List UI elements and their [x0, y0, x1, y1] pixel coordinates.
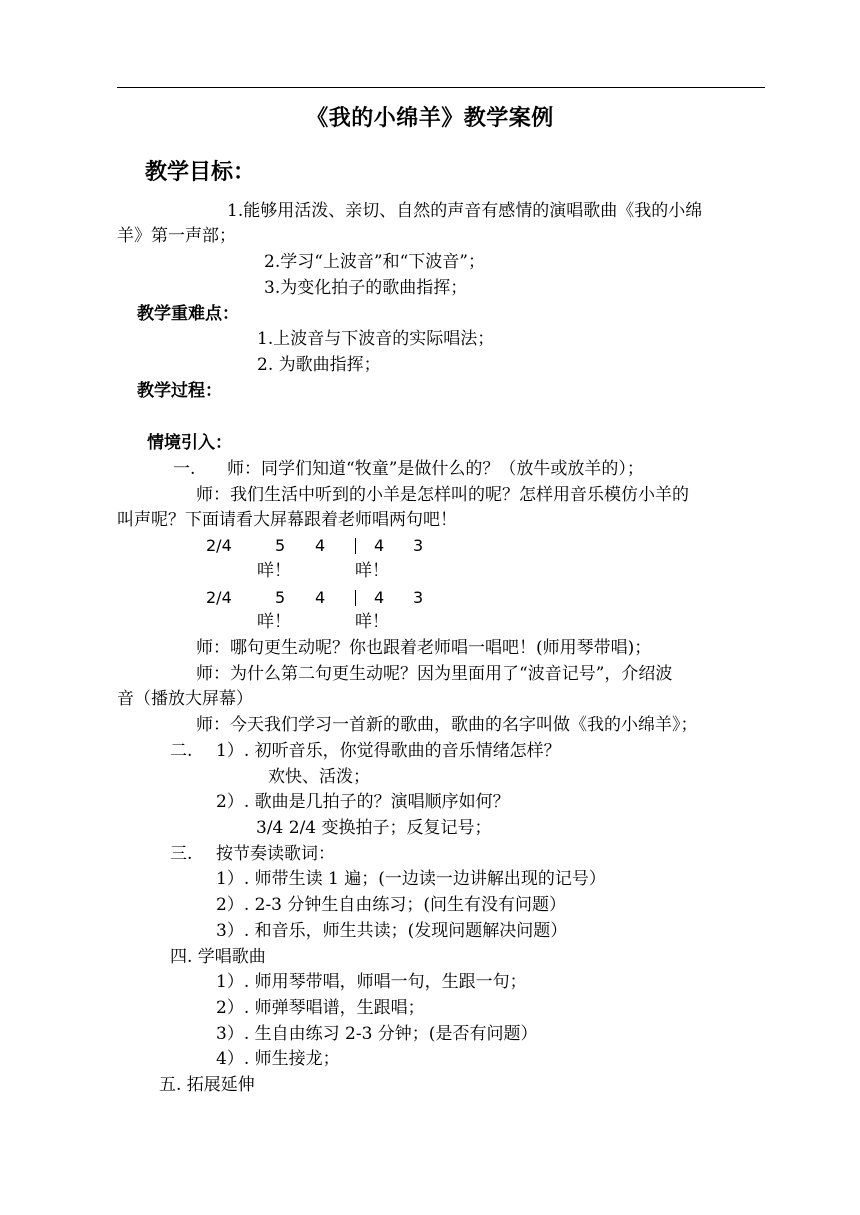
header-rule [117, 87, 765, 88]
section-3-number: 三. [170, 844, 193, 864]
score-2-note-2: 4 [315, 588, 326, 607]
score-1-note-2: 4 [315, 536, 326, 555]
difficulty-1: 1.上波音与下波音的实际唱法； [257, 329, 495, 349]
document-title: 《我的小绵羊》教学案例 [306, 105, 554, 131]
score-2-note-4: 3 [413, 588, 424, 607]
objective-1-cont: 羊》第一声部； [117, 226, 236, 246]
section-2-answer-2: 3/4 2/4 变换拍子；反复记号； [256, 818, 492, 838]
objective-1: 1.能够用活泼、亲切、自然的声音有感情的演唱歌曲《我的小绵 [227, 201, 703, 221]
score-1-note-4: 3 [413, 536, 424, 555]
section-1-line-1: 师：同学们知道“牧童”是做什么的？（放牛或放羊的）； [227, 459, 644, 479]
intro-heading: 情境引入： [147, 433, 232, 453]
section-3-item-3: 3）. 和音乐，师生共读；(发现问题解决问题） [216, 921, 568, 941]
section-5-title: 五. 拓展延伸 [159, 1075, 255, 1095]
score-2-lyric-1: 咩！ [257, 612, 291, 632]
score-2-barline [355, 590, 356, 606]
objective-3: 3.为变化拍子的歌曲指挥； [264, 278, 468, 298]
section-2-number: 二. [170, 741, 193, 761]
section-4-item-4: 4）. 师生接龙； [216, 1049, 340, 1069]
score-2-note-1: 5 [275, 588, 286, 607]
score-1-lyric-1: 咩！ [257, 561, 291, 581]
section-4-item-2: 2）. 师弹琴唱谱，生跟唱； [216, 998, 425, 1018]
section-1-line-4: 师：为什么第二句更生动呢？因为里面用了“波音记号”，介绍波 [196, 664, 673, 684]
section-3-title: 按节奏读歌词： [216, 844, 335, 864]
section-1-number: 一. [173, 459, 196, 479]
score-1-meter: 2/4 [206, 536, 232, 555]
section-4-item-3: 3）. 生自由练习 2-3 分钟；(是否有问题） [216, 1024, 538, 1044]
score-2-note-3: 4 [374, 588, 385, 607]
score-2-meter: 2/4 [206, 588, 232, 607]
score-2-lyric-2: 咩！ [355, 612, 389, 632]
section-1-line-2-cont: 叫声呢？下面请看大屏幕跟着老师唱两句吧！ [117, 510, 457, 530]
score-1-lyric-2: 咩！ [355, 561, 389, 581]
section-4-item-1: 1）. 师用琴带唱，师唱一句，生跟一句； [216, 972, 527, 992]
objective-2: 2.学习“上波音”和“下波音”； [264, 252, 485, 272]
score-1-barline [355, 538, 356, 554]
section-2-answer-1: 欢快、活泼； [268, 767, 370, 787]
section-3-item-1: 1）. 师带生读 1 遍；(一边读一边讲解出现的记号） [216, 869, 606, 889]
difficulties-heading: 教学重难点： [137, 304, 239, 324]
process-heading: 教学过程： [137, 381, 222, 401]
section-1-line-2: 师：我们生活中听到的小羊是怎样叫的呢？怎样用音乐模仿小羊的 [196, 485, 689, 505]
section-3-item-2: 2）. 2-3 分钟生自由练习；(问生有没有问题） [216, 895, 567, 915]
score-1-note-1: 5 [275, 536, 286, 555]
section-2-question-2: 2）. 歌曲是几拍子的？演唱顺序如何？ [216, 792, 510, 812]
section-1-line-4-cont: 音（播放大屏幕） [117, 689, 253, 709]
difficulty-2: 2. 为歌曲指挥； [257, 355, 381, 375]
section-4-title: 四. 学唱歌曲 [170, 947, 266, 967]
section-1-line-5: 师：今天我们学习一首新的歌曲，歌曲的名字叫做《我的小绵羊》； [196, 715, 698, 735]
objectives-heading: 教学目标： [145, 159, 256, 185]
section-1-line-3: 师：哪句更生动呢？你也跟着老师唱一唱吧！(师用琴带唱)； [196, 638, 652, 658]
score-1-note-3: 4 [374, 536, 385, 555]
section-2-question-1: 1）. 初听音乐，你觉得歌曲的音乐情绪怎样？ [216, 741, 561, 761]
